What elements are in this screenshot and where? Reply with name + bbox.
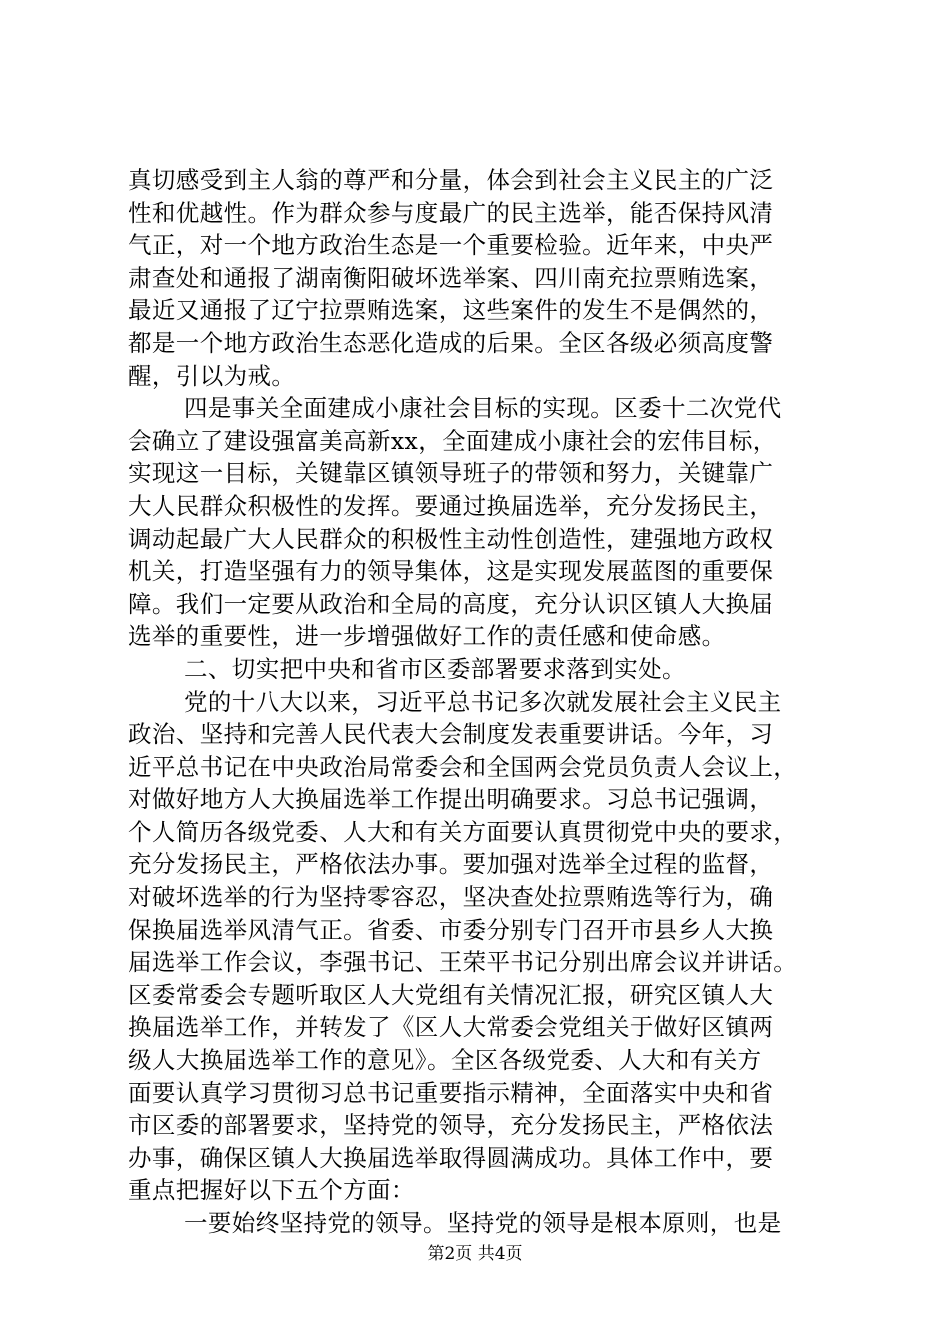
text-line: 党的十八大以来，习近平总书记多次就发展社会主义民主 bbox=[184, 687, 782, 716]
text-line: 届选举工作会议，李强书记、王荣平书记分别出席会议并讲话。 bbox=[128, 948, 798, 977]
text-line: 对破坏选举的行为坚持零容忍，坚决查处拉票贿选等行为，确 bbox=[128, 883, 774, 912]
text-line: 对做好地方人大换届选举工作提出明确要求。习总书记强调， bbox=[128, 785, 774, 814]
text-line: 近平总书记在中央政治局常委会和全国两会党员负责人会议上， bbox=[128, 752, 798, 781]
text-line: 真切感受到主人翁的尊严和分量，体会到社会主义民主的广泛 bbox=[128, 166, 774, 194]
text-line: 醒，引以为戒。 bbox=[128, 361, 296, 390]
text-line: 调动起最广大人民群众的积极性主动性创造性，建强地方政权 bbox=[128, 524, 774, 553]
text-line: 保换届选举风清气正。省委、市委分别专门召开市县乡人大换 bbox=[128, 915, 774, 944]
text-line: 区委常委会专题听取区人大党组有关情况汇报，研究区镇人大 bbox=[128, 980, 774, 1009]
body-text bbox=[128, 164, 828, 1240]
text-line: 级人大换届选举工作的意见》。全区各级党委、人大和有关方 bbox=[128, 1046, 762, 1075]
text-line: 市区委的部署要求，坚持党的领导，充分发扬民主，严格依法 bbox=[128, 1111, 774, 1140]
text-line: 政治、坚持和完善人民代表大会制度发表重要讲话。今年，习 bbox=[128, 720, 774, 749]
text-line: 重点把握好以下五个方面： bbox=[128, 1176, 415, 1205]
text-line: 大人民群众积极性的发挥。要通过换届选举，充分发扬民主， bbox=[128, 491, 774, 520]
text-line: 充分发扬民主，严格依法办事。要加强对选举全过程的监督， bbox=[128, 850, 774, 879]
text-line: 四是事关全面建成小康社会目标的实现。区委十二次党代 bbox=[184, 394, 782, 423]
text-line: 办事，确保区镇人大换届选举取得圆满成功。具体工作中，要 bbox=[128, 1143, 774, 1172]
text-line: 面要认真学习贯彻习总书记重要指示精神，全面落实中央和省 bbox=[128, 1078, 774, 1107]
text-line: 选举的重要性，进一步增强做好工作的责任感和使命感。 bbox=[128, 622, 726, 651]
text-line: 肃查处和通报了湖南衡阳破坏选举案、四川南充拉票贿选案， bbox=[128, 263, 774, 292]
text-line: 会确立了建设强富美高新xx，全面建成小康社会的宏伟目标， bbox=[128, 426, 777, 455]
text-line: 最近又通报了辽宁拉票贿选案，这些案件的发生不是偶然的， bbox=[128, 296, 774, 325]
text-line: 个人简历各级党委、人大和有关方面要认真贯彻党中央的要求， bbox=[128, 817, 798, 846]
text-line: 实现这一目标，关键靠区镇领导班子的带领和努力，关键靠广 bbox=[128, 459, 774, 488]
text-line: 障。我们一定要从政治和全局的高度，充分认识区镇人大换届 bbox=[128, 589, 774, 618]
text-line: 都是一个地方政治生态恶化造成的后果。全区各级必须高度警 bbox=[128, 328, 774, 357]
text-line: 机关，打造坚强有力的领导集体，这是实现发展蓝图的重要保 bbox=[128, 557, 774, 586]
text-line: 换届选举工作，并转发了《区人大常委会党组关于做好区镇两 bbox=[128, 1013, 774, 1042]
page-number: 第2页 共4页 bbox=[427, 1244, 523, 1264]
text-line: 气正，对一个地方政治生态是一个重要检验。近年来，中央严 bbox=[128, 231, 774, 260]
text-line: 一要始终坚持党的领导。坚持党的领导是根本原则，也是 bbox=[184, 1209, 782, 1237]
text-line: 二、切实把中央和省市区委部署要求落到实处。 bbox=[184, 654, 686, 683]
text-line: 性和优越性。作为群众参与度最广的民主选举，能否保持风清 bbox=[128, 198, 774, 227]
